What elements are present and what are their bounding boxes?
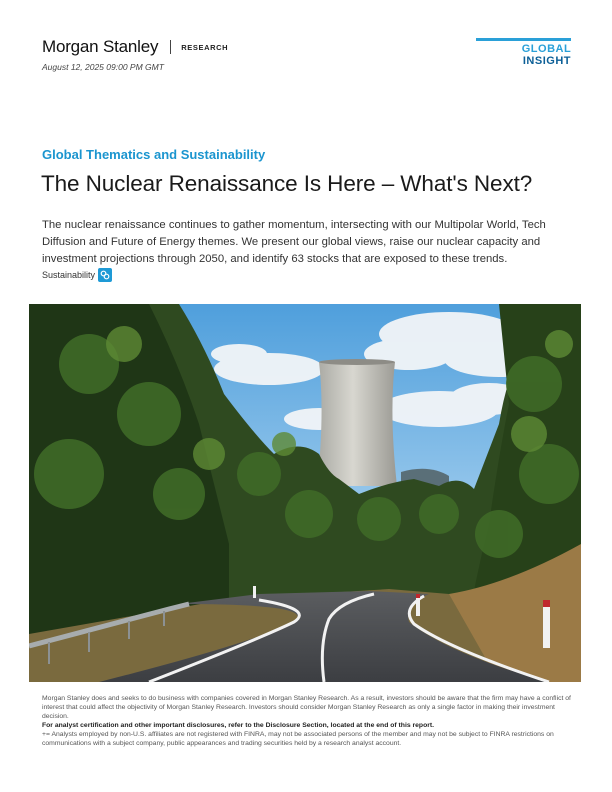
brand-name: Morgan Stanley [42,37,159,56]
global-insight-badge [476,38,571,67]
badge-text [476,43,571,67]
brand [42,37,228,57]
disclaimer-conflict: Morgan Stanley does and seeks to do business with companies covered in Morgan Stanley Research. As a result, investors should be aware that the firm may have a conflict of interest that could affect the objectivity of Morgan Stanley Research. Investors should consider Morgan Stanley Research as only a single factor in making their investment decision. [42,695,571,720]
brand-divider [170,40,171,54]
disclaimer-finra: += Analysts employed by non-U.S. affiliates are not registered with FINRA, may not be associated persons of the member and may not be subject to FINRA restrictions on communications with a subject company, public appearances and trading securities held by a research analyst account. [42,731,554,747]
cooling-tower-road-photo [29,304,581,682]
brand-unit: RESEARCH [181,42,229,52]
report-summary: The nuclear renaissance continues to gather momentum, intersecting with our Multipolar World, Tech Diffusion and Future of Energy themes. We present our global views, raise our nuclear capacity and investment projections through 2050, and identify 63 stocks that are exposed to these trends. [42,219,546,265]
disclaimer [42,695,572,749]
section-label: Global Thematics and Sustainability [42,147,266,162]
badge-part1: GLOBAL [521,43,571,55]
hero-image [29,304,581,682]
report-title: The Nuclear Renaissance Is Here – What's Next? [41,171,533,196]
publish-date: August 12, 2025 09:00 PM GMT [42,62,164,72]
badge-bar [476,38,571,41]
topic-tag-label: Sustainability [42,270,96,280]
link-icon[interactable] [98,268,112,282]
badge-part2: INSIGHT [522,55,571,67]
topic-tag[interactable] [42,268,112,282]
disclaimer-certification: For analyst certification and other important disclosures, refer to the Disclosure Section, located at the end of this report. [42,722,435,730]
